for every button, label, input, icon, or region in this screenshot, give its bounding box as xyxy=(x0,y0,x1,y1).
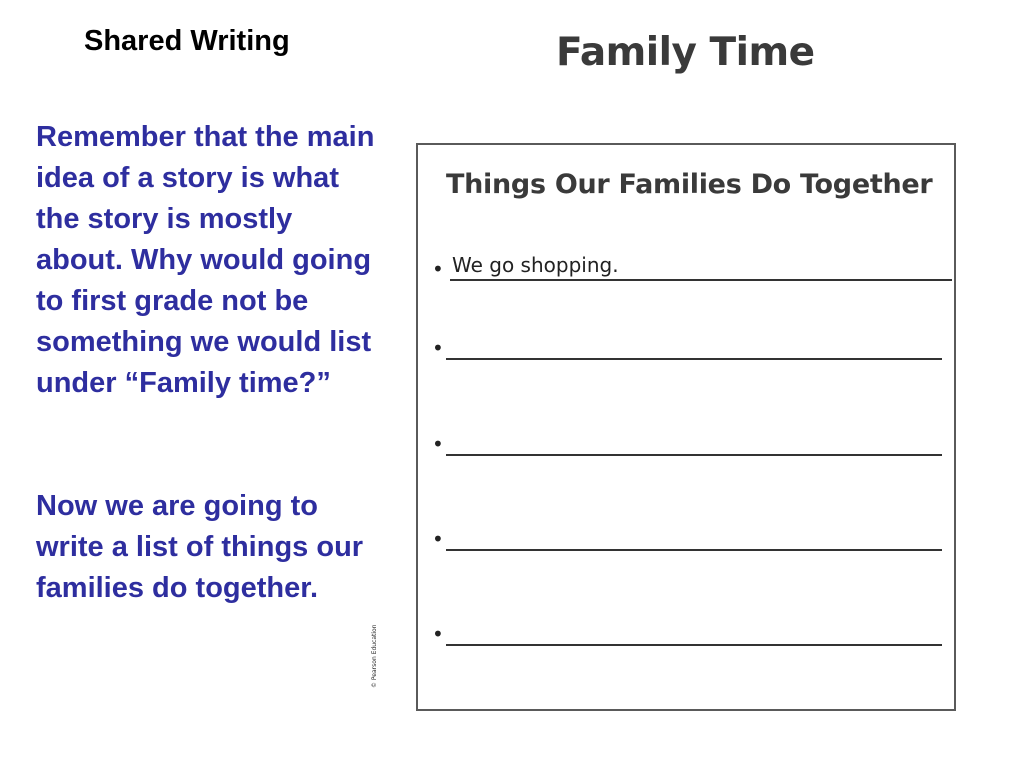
slide-title: Shared Writing xyxy=(84,25,290,57)
instructions-text xyxy=(36,117,386,609)
instruction-paragraph-list: Now we are going to write a list of things our families do together. xyxy=(36,490,364,604)
list-item xyxy=(432,241,952,281)
bullet-icon: • xyxy=(432,527,444,551)
bullet-icon: • xyxy=(432,622,444,646)
bullet-icon: • xyxy=(432,336,444,360)
worksheet-heading: Things Our Families Do Together xyxy=(446,169,933,200)
writing-line xyxy=(446,358,942,360)
list-item-text: We go shopping. xyxy=(452,253,619,277)
bullet-icon: • xyxy=(432,257,444,281)
list-item xyxy=(432,416,942,456)
bullet-icon: • xyxy=(432,432,444,456)
writing-line xyxy=(450,279,952,281)
list-item xyxy=(432,320,942,360)
worksheet-title: Family Time xyxy=(556,30,815,75)
instruction-paragraph-main-idea: Remember that the main idea of a story is what the story is mostly about. Why would going to first grade not be something we would list under “Family time?” xyxy=(36,121,375,399)
writing-line xyxy=(446,454,942,456)
list-item xyxy=(432,511,942,551)
writing-line xyxy=(446,644,942,646)
list-item xyxy=(432,606,942,646)
writing-line xyxy=(446,549,942,551)
copyright-notice: © Pearson Education xyxy=(371,624,378,688)
worksheet-box xyxy=(416,143,956,711)
